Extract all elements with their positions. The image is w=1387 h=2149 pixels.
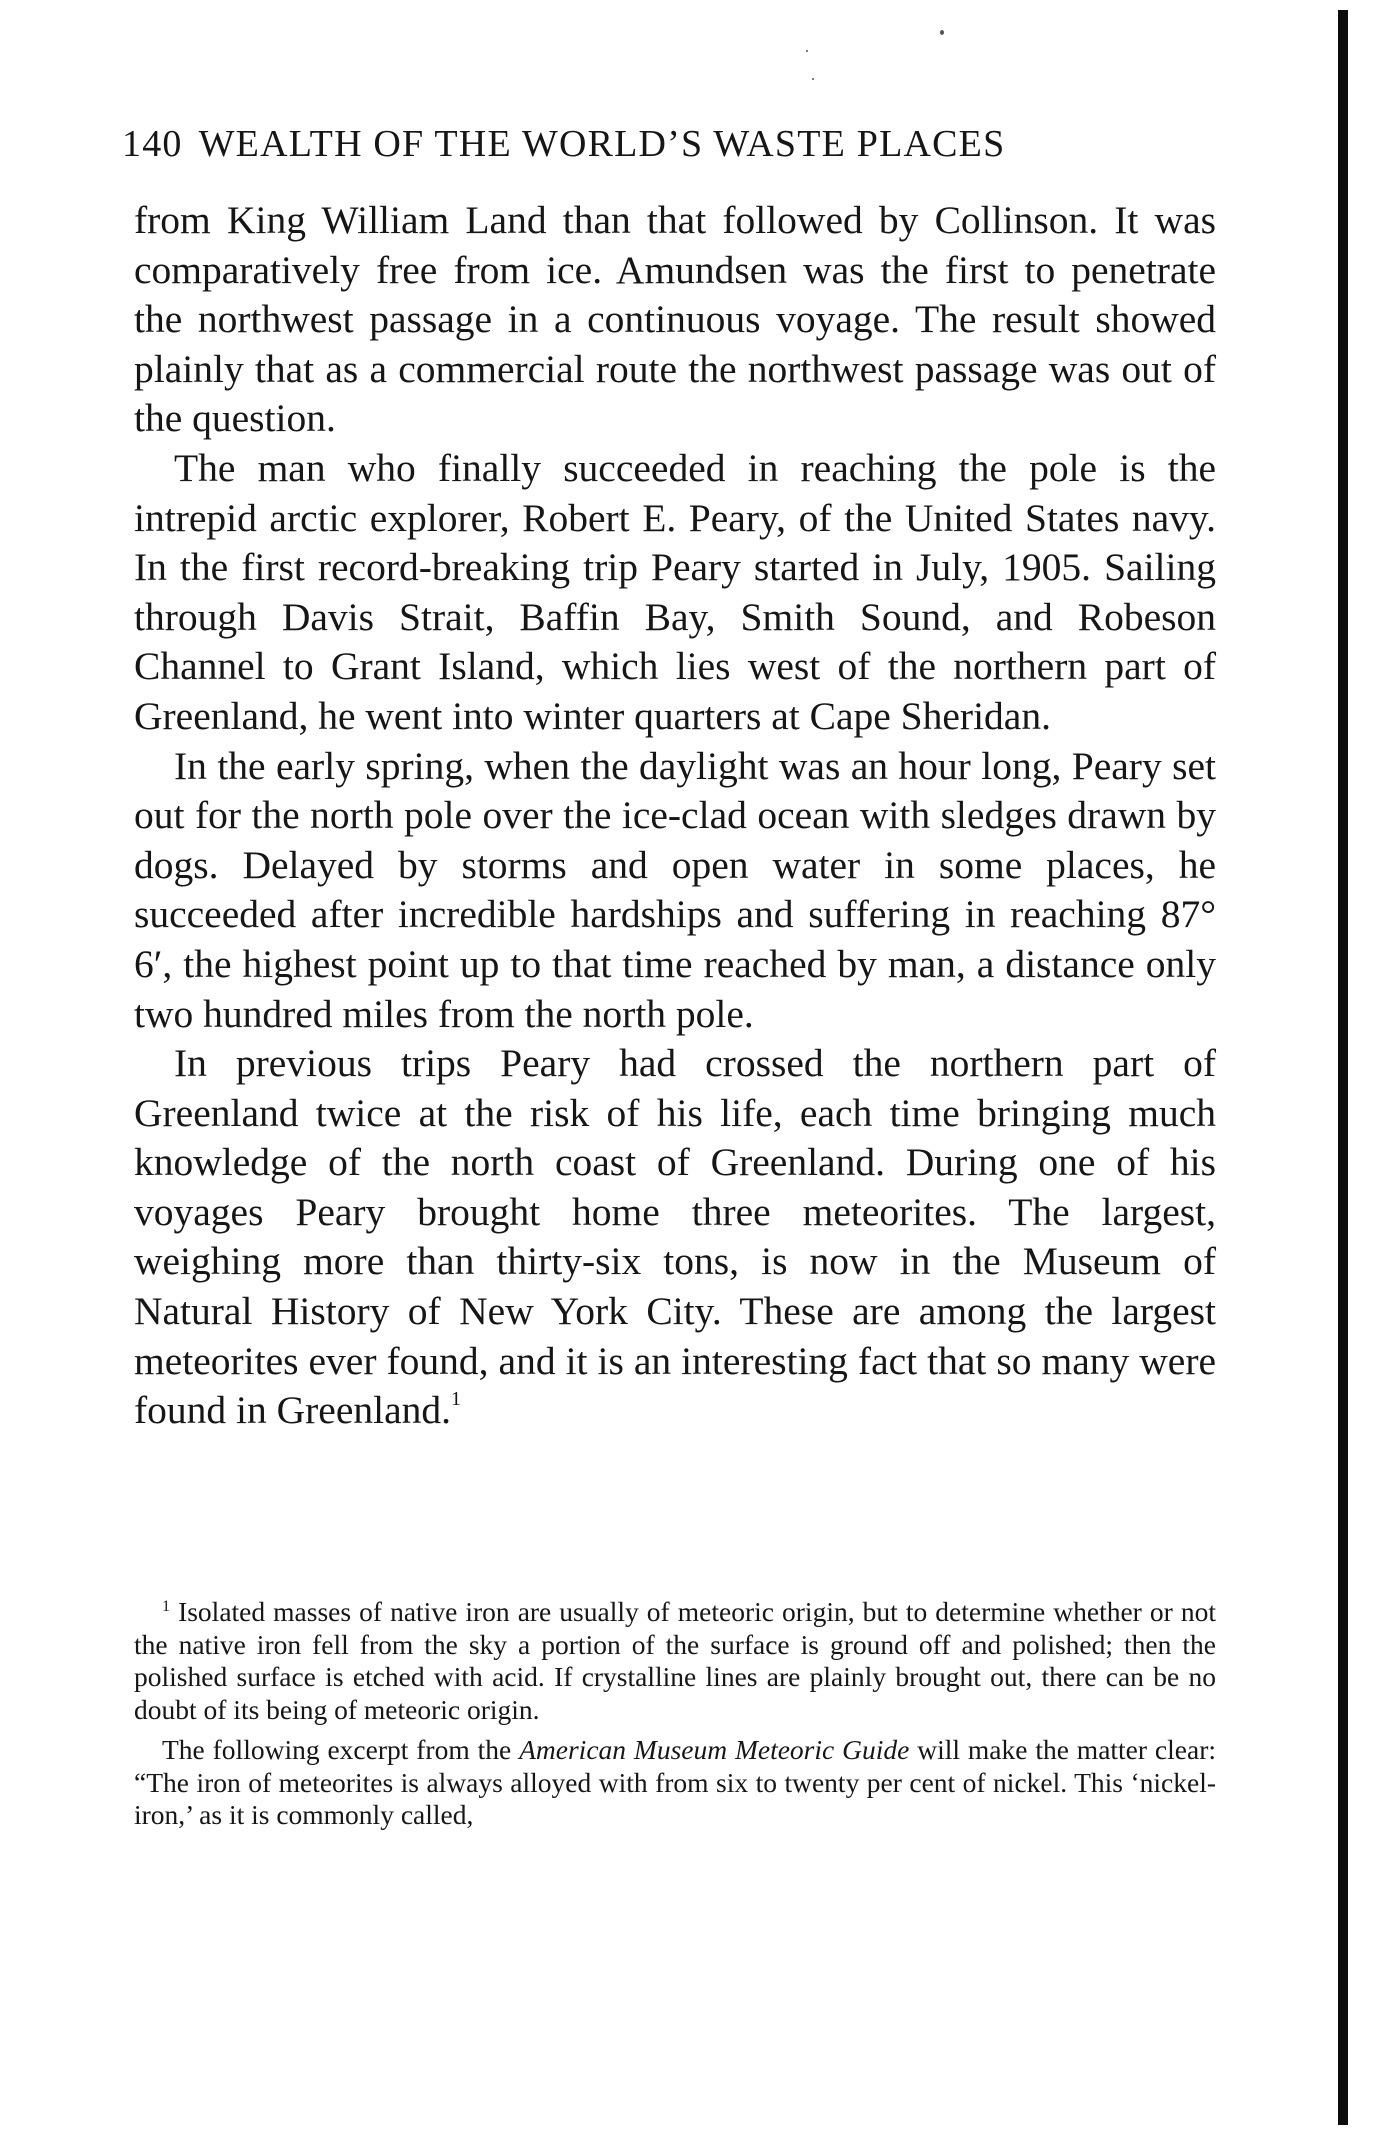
print-speck — [940, 30, 944, 35]
paragraph-3: In the early spring, when the daylight was an hour long, Peary set out for the north pole over the ice-clad ocean with sledges drawn by dogs. Delayed by storms and open water in some places, he succeeded after incredible hardships and suffering in reaching 87° 6′, the highest point up to that time reached by man, a distance only two hundred miles from the north pole. — [134, 743, 1216, 1036]
paragraph-2: The man who finally succeeded in reaching the pole is the intrepid arctic explorer, Robert E. Peary, of the United States navy. In the first record-breaking trip Peary started in July, 1905. Sailing through Davis Strait, Baffin Bay, Smith Sound, and Robeson Channel to Grant Island, which lies west of the northern part of Greenland, he went into winter quarters at Cape Sheridan. — [134, 445, 1216, 738]
cited-work-title: American Museum Meteoric Guide — [519, 1734, 910, 1765]
print-speck — [812, 78, 814, 80]
paragraph-1: from King William Land than that followed by Collinson. It was comparatively free from ice. Amundsen was the first to penetrate the northwest passage in a continuous voyage. The result showed plainly that as a commercial route the northwest passage was out of the question. — [134, 198, 1216, 441]
footnote-marker: 1 — [162, 1598, 170, 1615]
paragraph-4 — [134, 1039, 1216, 1436]
page-number: 140 — [122, 123, 183, 165]
footnote-2-lead: The following excerpt from the — [162, 1734, 520, 1765]
footnotes — [134, 1596, 1216, 1832]
running-head — [122, 120, 1222, 168]
running-title: WEALTH OF THE WORLD’S WASTE PLACES — [198, 123, 1006, 165]
footnote-continuation — [134, 1734, 1216, 1832]
paragraph-4-text: In previous trips Peary had crossed the northern part of Greenland twice at the risk of his life, each time bringing much knowledge of the north coast of Greenland. During one of his voyages Peary brought home three meteorites. The largest, weighing more than thirty-six tons, is now in the Museum of Natural History of New York City. These are among the largest meteorites ever found, and it is an interesting fact that so many were found in Greenland. — [134, 1041, 1216, 1433]
footnote-2-quote: will make the matter clear: “The iron of meteorites is always alloyed with from six to twenty per cent of nickel. This ‘nickel-iron,’ as it is commonly called, — [134, 1734, 1216, 1830]
page-edge-shadow — [1338, 10, 1348, 2125]
main-text — [134, 196, 1216, 1436]
footnote-1-text: Isolated masses of native iron are usually of meteoric origin, but to determine whether or not the native iron fell from the sky a portion of the surface is ground off and polished; then the polished surface is etched with acid. If crystalline lines are plainly brought out, there can be no doubt of its being of meteoric origin. — [134, 1596, 1216, 1725]
footnote-1 — [134, 1596, 1216, 1726]
print-speck — [806, 50, 808, 52]
footnote-reference: 1 — [451, 1388, 462, 1411]
